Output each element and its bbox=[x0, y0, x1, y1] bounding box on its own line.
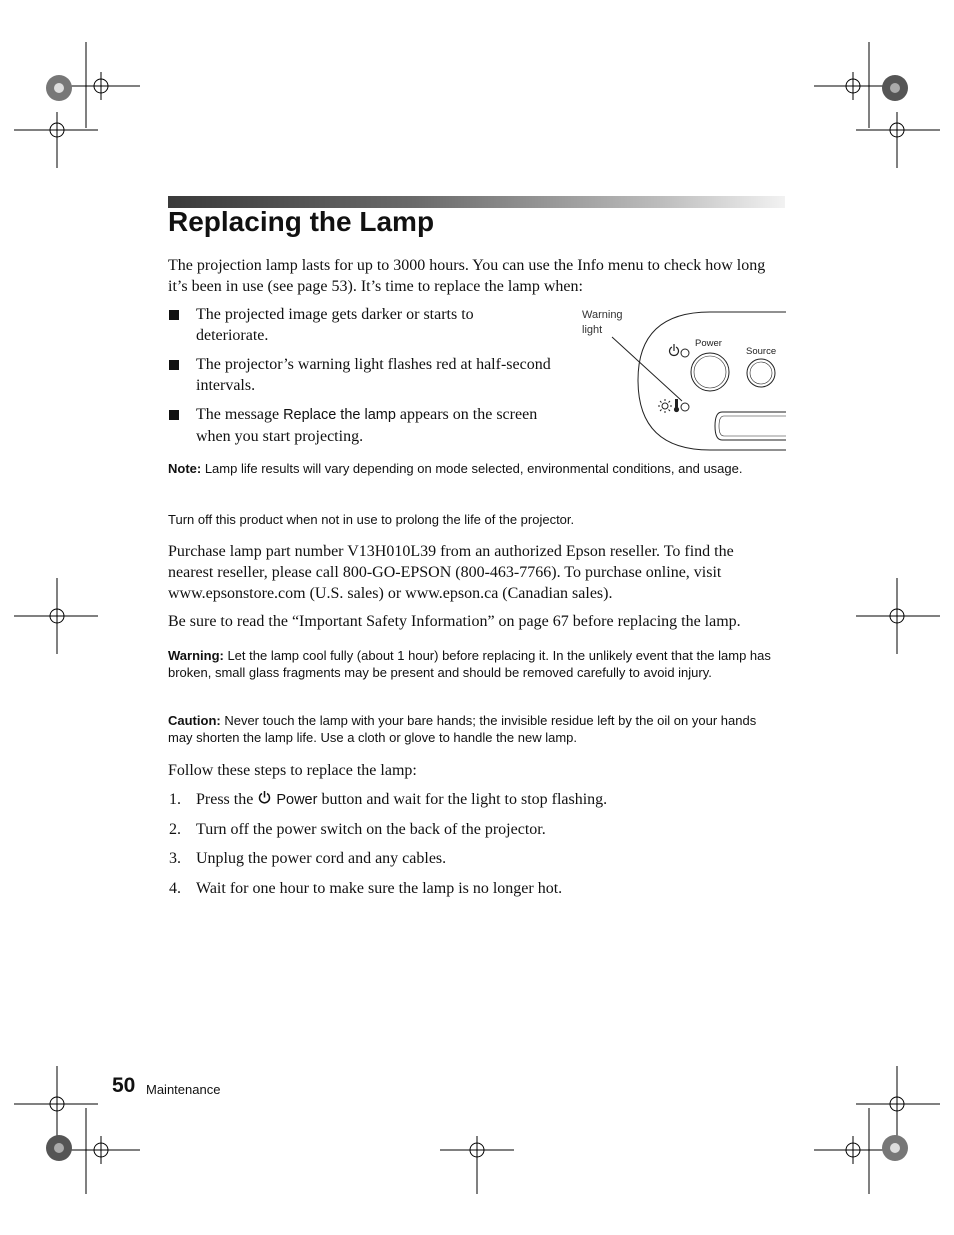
safety-paragraph: Be sure to read the “Important Safety Information” on page 67 before replacing the lamp. bbox=[168, 613, 741, 630]
bullet-text-before: The message bbox=[196, 406, 284, 423]
bullet-item: The projected image gets darker or starts to deteriorate. bbox=[196, 306, 474, 344]
step-number: 4. bbox=[169, 880, 181, 897]
warning-indicator-light bbox=[681, 403, 689, 411]
step-item: Wait for one hour to make sure the lamp is no longer hot. bbox=[196, 880, 563, 897]
lamp-icon bbox=[658, 399, 672, 413]
power-button-name: Power bbox=[276, 792, 318, 808]
section-name: Maintenance bbox=[146, 1082, 221, 1097]
steps-intro: Follow these steps to replace the lamp: bbox=[168, 762, 417, 779]
note-text: Lamp life results will vary depending on mode selected, environmental conditions, and usage. bbox=[201, 461, 743, 476]
bullet-item bbox=[196, 404, 566, 447]
bullet-marker bbox=[169, 360, 179, 370]
bullet-marker bbox=[169, 310, 179, 320]
note-label: Note: bbox=[168, 461, 202, 476]
step-text-before: Press the bbox=[196, 791, 258, 808]
power-button-figure bbox=[691, 353, 729, 391]
purchase-paragraph: Purchase lamp part number V13H010L39 from an authorized Epson reseller. To find the nearest reseller, please call 800-GO-EPSON (800-463-7766). To purchase online, visit www.epsonstore.com (U.S. sales) or www.epson.ca (Canadian sales). bbox=[168, 543, 734, 602]
bullet-text-after: appears on the screen when you start projecting. bbox=[196, 406, 538, 445]
bullet-marker bbox=[169, 410, 179, 420]
step-number: 1. bbox=[169, 791, 181, 808]
power-indicator-light bbox=[681, 349, 689, 357]
turn-off-tip: Turn off this product when not in use to prolong the life of the projector. bbox=[168, 512, 575, 527]
warning-light-label: Warning light bbox=[582, 309, 623, 336]
bullet-highlight: Replace the lamp bbox=[283, 407, 396, 423]
page-number: 50 bbox=[112, 1074, 136, 1097]
caution-text: Never touch the lamp with your bare hands; the invisible residue left by the oil on your hands may shorten the lamp life. Use a cloth or glove to handle the new lamp. bbox=[168, 713, 757, 745]
caution-label: Caution: bbox=[168, 713, 221, 728]
bullet-item: The projector’s warning light flashes red at half-second intervals. bbox=[196, 356, 551, 394]
step-item bbox=[196, 789, 756, 811]
step-text-after: button and wait for the light to stop flashing. bbox=[317, 791, 608, 808]
step-item: Turn off the power switch on the back of the projector. bbox=[196, 821, 546, 838]
temperature-icon bbox=[674, 399, 679, 412]
step-number: 2. bbox=[169, 821, 181, 838]
warning-text: Let the lamp cool fully (about 1 hour) before replacing it. In the unlikely event that the lamp has broken, small glass fragments may be present and should be removed carefully to avoid injury. bbox=[168, 648, 771, 680]
warning-label: Warning: bbox=[168, 648, 224, 663]
step-item: Unplug the power cord and any cables. bbox=[196, 850, 447, 867]
intro-paragraph: The projection lamp lasts for up to 3000 hours. You can use the Info menu to check how long it’s been in use (see page 53). It’s time to replace the lamp when: bbox=[168, 257, 766, 295]
power-symbol-icon bbox=[670, 344, 679, 356]
warning-paragraph bbox=[168, 647, 778, 681]
source-label: Source bbox=[746, 346, 777, 357]
page-title: Replacing the Lamp bbox=[168, 206, 435, 237]
power-label: Power bbox=[695, 338, 722, 349]
caution-paragraph bbox=[168, 712, 778, 746]
note-paragraph bbox=[168, 460, 768, 477]
power-icon bbox=[257, 790, 272, 805]
source-button-figure bbox=[747, 359, 775, 387]
step-number: 3. bbox=[169, 850, 181, 867]
